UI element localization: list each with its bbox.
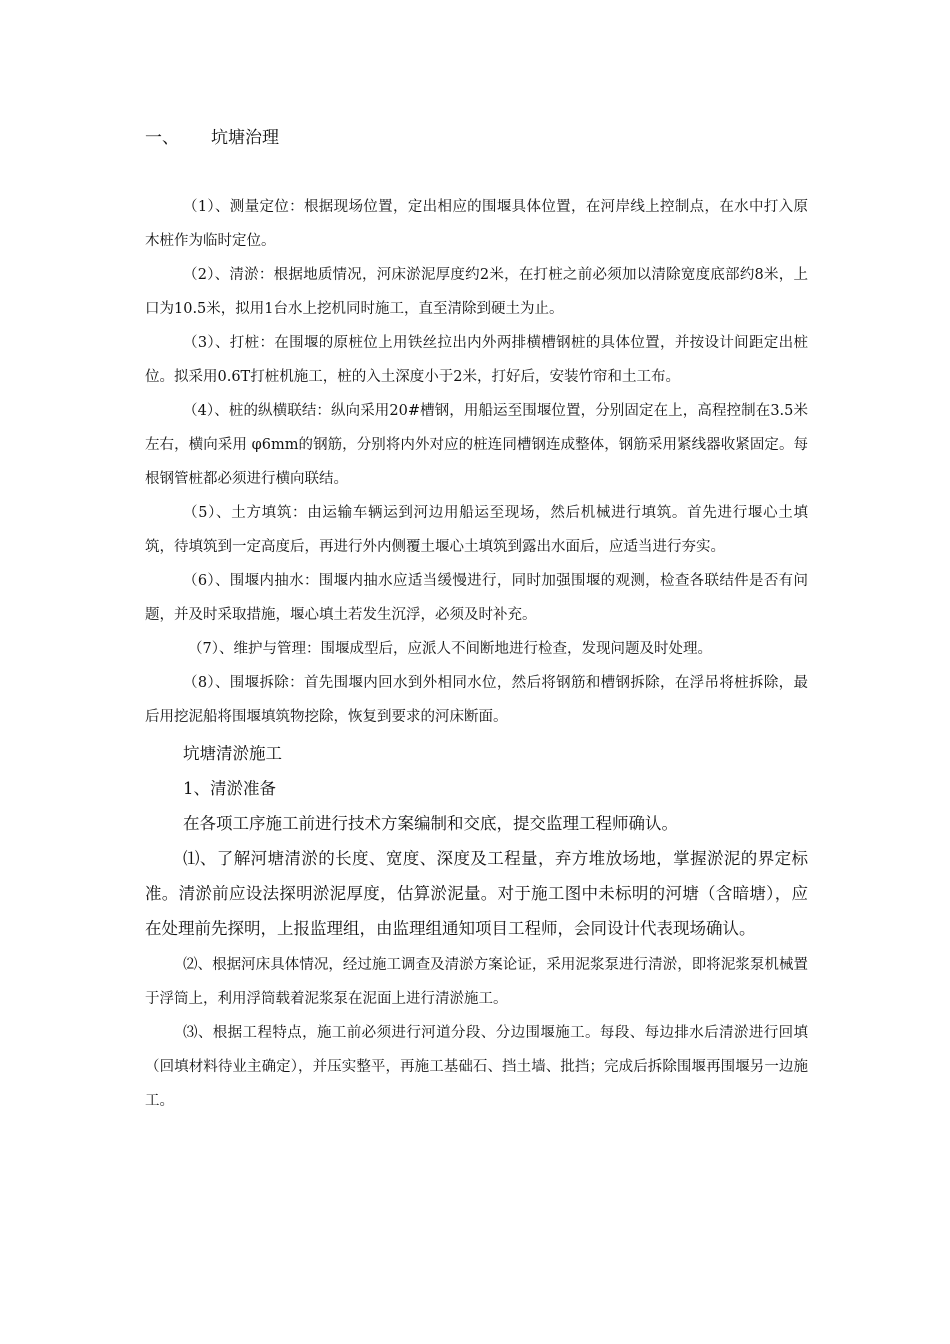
section-heading: [145, 126, 279, 150]
paragraph-piling: （3）、打桩：在围堰的原桩位上用铁丝拉出内外两排横槽钢桩的具体位置，并按设计间距定出桩位。拟采用0.6T打桩机施工，桩的入土深度小于2米，打好后，安装竹帘和土工布。: [145, 335, 808, 385]
subheading-dredge-prep: 1、清淤准备: [183, 779, 276, 798]
section-number: 一、: [145, 128, 179, 148]
paragraph-segmented-cofferdam: ⑶、根据工程特点，施工前必须进行河道分段、分边围堰施工。每段、每边排水后清淤进行回填（回填材料待业主确定），并压实整平，再施工基础石、挡土墙、批挡；完成后拆除围堰再围堰另一边施工。: [145, 1025, 808, 1109]
paragraph-tech-plan: 在各项工序施工前进行技术方案编制和交底，提交监理工程师确认。: [183, 814, 678, 833]
paragraph-mud-pump: ⑵、根据河床具体情况，经过施工调查及清淤方案论证，采用泥浆泵进行清淤，即将泥浆泵机械置于浮筒上，利用浮筒载着泥浆泵在泥面上进行清淤施工。: [145, 957, 808, 1007]
subheading-pond-dredging: 坑塘清淤施工: [183, 744, 282, 763]
paragraph-dredge: （2）、清淤：根据地质情况，河床淤泥厚度约2米，在打桩之前必须加以清除宽度底部约8米，上口为10.5米，拟用1台水上挖机同时施工，直至清除到硬土为止。: [145, 267, 808, 317]
paragraph-earth-fill: （5）、土方填筑：由运输车辆运到河边用船运至现场，然后机械进行填筑。首先进行堰心土填筑，待填筑到一定高度后，再进行外内侧覆土堰心土填筑到露出水面后，应适当进行夯实。: [145, 505, 808, 555]
paragraph-pumping: （6）、围堰内抽水：围堰内抽水应适当缓慢进行，同时加强围堰的观测，检查各联结件是否有问题，并及时采取措施，堰心填土若发生沉浮，必须及时补充。: [145, 573, 808, 623]
paragraph-pile-connection: （4）、桩的纵横联结：纵向采用20#槽钢，用船运至围堰位置，分别固定在上，高程控制在3.5米左右，横向采用 φ6mm的钢筋，分别将内外对应的桩连同槽钢连成整体，钢筋采用紧线器收紧固定。每根钢管桩都必须进行横向联结。: [145, 403, 808, 487]
paragraph-removal: （8）、围堰拆除：首先围堰内回水到外相同水位，然后将钢筋和槽钢拆除，在浮吊将桩拆除，最后用挖泥船将围堰填筑物挖除，恢复到要求的河床断面。: [145, 675, 808, 725]
paragraph-investigate: ⑴、了解河塘清淤的长度、宽度、深度及工程量，弃方堆放场地，掌握淤泥的界定标准。清淤前应设法探明淤泥厚度，估算淤泥量。对于施工图中未标明的河塘（含暗塘），应在处理前先探明，上报监理组，由监理组通知项目工程师，会同设计代表现场确认。: [145, 849, 808, 938]
paragraph-maintenance: （7）、维护与管理：围堰成型后，应派人不间断地进行检查，发现问题及时处理。: [188, 641, 712, 657]
paragraph-survey: （1）、测量定位：根据现场位置，定出相应的围堰具体位置，在河岸线上控制点，在水中打入原木桩作为临时定位。: [145, 199, 808, 249]
section-title: 坑塘治理: [211, 128, 279, 148]
document-body: [145, 190, 808, 1118]
